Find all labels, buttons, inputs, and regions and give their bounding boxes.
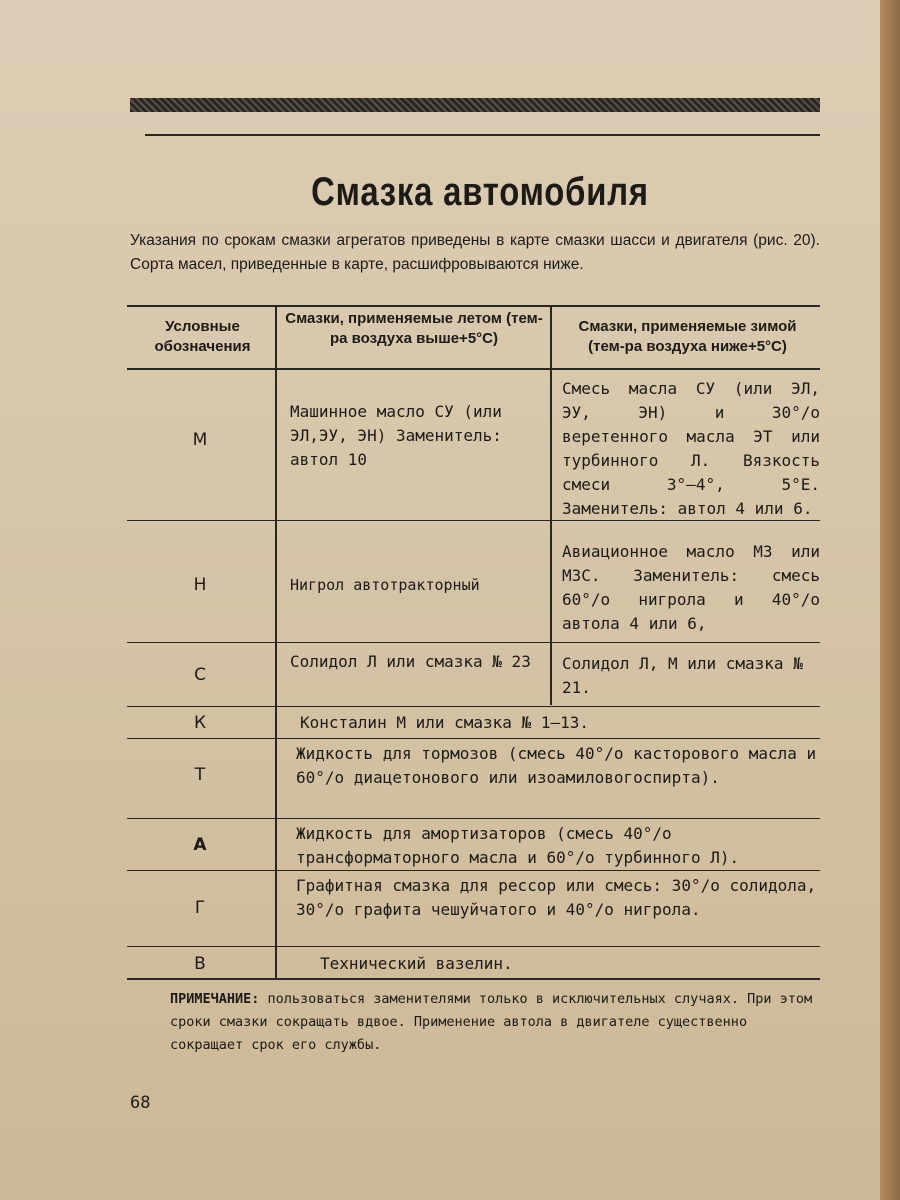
footnote-text: пользоваться заменителями только в исключительных случаях. При этом сроки смазки сокращать вдвое. Применение автола в двигателе существенно сокращает срок его службы. <box>170 991 813 1053</box>
symbol-n: Н <box>193 575 207 595</box>
text-g: Графитная смазка для рессор или смесь: 30°/о солидола, 30°/о графита чешуйчатого и 40°/о нигрола. <box>296 876 817 919</box>
intro-paragraph: Указания по срокам смазки агрегатов приведены в карте смазки шасси и двигателя (рис. 20). Сорта масел, приведенные в карте, расшифровываются ниже. <box>130 232 820 273</box>
row-rule <box>127 642 820 643</box>
text-k: Консталин М или смазка № 1—13. <box>300 713 589 732</box>
row-rule <box>127 818 820 819</box>
header-ornament-bar <box>130 98 820 112</box>
winter-s: Солидол Л, М или смазка № 21. <box>562 654 803 697</box>
text-t: Жидкость для тормозов (смесь 40°/о касторового масла и 60°/о диацетонового или изоамиловогоспирта). <box>296 744 817 787</box>
winter-n: Авиационное масло МЗ или МЗС. Заменитель: смесь 60°/о нигрола и 40°/о автола 4 или 6, <box>562 542 820 633</box>
summer-n: Нигрол автотракторный <box>290 576 480 594</box>
header-summer: Смазки, применяемые летом (тем-ра воздуха выше+5°С) <box>285 310 543 347</box>
header-symbol: Условные обозначения <box>154 318 251 355</box>
row-rule <box>127 870 820 871</box>
book-edge <box>880 0 900 1200</box>
text-v: Технический вазелин. <box>320 954 513 973</box>
footnote-label: ПРИМЕЧАНИЕ: <box>170 991 260 1007</box>
row-rule <box>127 706 820 707</box>
row-rule <box>127 946 820 947</box>
header-rule <box>145 134 820 136</box>
symbol-v: В <box>194 954 206 974</box>
page-number: 68 <box>130 1093 151 1113</box>
table-col-divider-2 <box>550 305 552 705</box>
symbol-t: Т <box>194 765 206 785</box>
text-a: Жидкость для амортизаторов (смесь 40°/о трансформаторного масла и 60°/о турбинного Л). <box>296 824 740 867</box>
table-bottom-rule <box>127 978 820 980</box>
summer-s: Солидол Л или смазка № 23 <box>290 652 531 671</box>
symbol-m: М <box>192 430 208 450</box>
symbol-g: Г <box>194 898 206 918</box>
table-top-rule <box>127 305 820 307</box>
row-rule <box>127 738 820 739</box>
header-winter: Смазки, применяемые зимой (тем-ра воздуха ниже+5°С) <box>578 318 797 355</box>
summer-m: Машинное масло СУ (или ЭЛ,ЭУ, ЭН) Заменитель: автол 10 <box>290 402 502 469</box>
winter-m: Смесь масла СУ (или ЭЛ, ЭУ, ЭН) и 30°/о веретенного масла ЭТ или турбинного Л. Вязкость смеси 3°—4°, 5°Е. Заменитель: автол 4 или 6. <box>562 379 820 518</box>
symbol-s: С <box>194 665 206 685</box>
footnote <box>170 988 820 1057</box>
table-header-rule <box>127 368 820 370</box>
symbol-a: А <box>193 835 207 855</box>
page-title: Смазка автомобиля <box>311 170 649 214</box>
symbol-k: К <box>193 713 207 733</box>
